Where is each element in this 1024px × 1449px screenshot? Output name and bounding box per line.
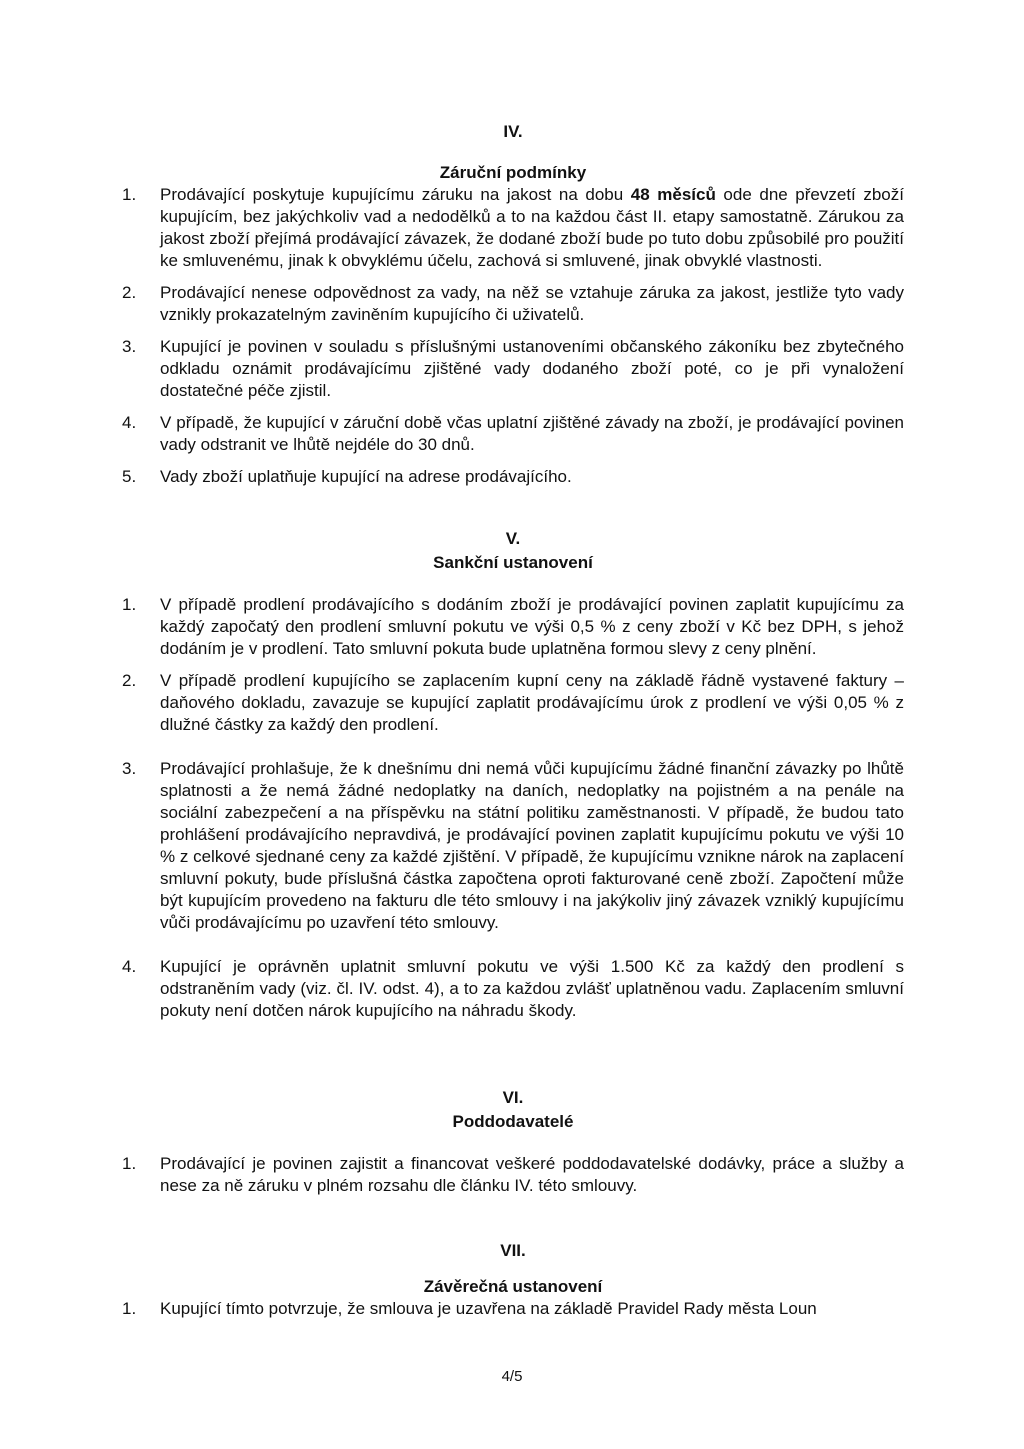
item-text: V případě prodlení prodávajícího s dodáním zboží je prodávající povinen zaplatit kupujícímu za každý započatý den prodlení smluvní pokutu ve výši 0,5 % z ceny zboží v Kč bez DPH, s jehož dodáním je v prodlení. Tato smluvní pokuta bude uplatněna formou slevy z ceny plnění. [160,595,904,658]
item-number: 1. [122,185,137,204]
item-text-part: Prodávající poskytuje kupujícímu záruku na jakost na dobu [160,185,631,204]
list-item [122,282,904,326]
item-text: Prodávající nenese odpovědnost za vady, na něž se vztahuje záruka za jakost, jestliže tyto vady vznikly prokazatelným zaviněním kupujícího či uživatelů. [160,283,904,324]
item-text [160,184,904,272]
section-vii-number: VII. [500,1241,526,1260]
list-item [122,758,904,934]
section-v [122,528,904,1022]
item-text: Kupující je povinen v souladu s příslušnými ustanoveními občanského zákoníku bez zbytečného odkladu oznámit prodávajícímu zjištěné vady dodaného zboží poté, co je při vynaložení dostatečné péče zjistil. [160,337,904,400]
section-iv-number: IV. [503,122,523,141]
item-number: 4. [122,413,137,432]
list-item [122,466,904,488]
list-item [122,336,904,402]
section-vii-list [122,1298,904,1320]
section-vi [122,1087,904,1197]
item-number: 1. [122,1154,137,1173]
item-text-part: ode dne převzetí zboží kupujícím, bez jakýchkoliv vad a nedodělků a to na každou část II. etapy samostatně. Zárukou za jakost zboží přejímá prodávající závazek, že dodané zboží bude po tuto dobu způsobilé pro použití ke smluvenému, jinak k obvyklému účelu, zachová si smluvené, jinak obvyklé vlastnosti. [160,185,904,270]
section-iv-list [122,184,904,488]
list-item [122,412,904,456]
item-text: Kupující tímto potvrzuje, že smlouva je uzavřena na základě Pravidel Rady města Loun [160,1299,817,1318]
section-vii-title: Závěrečná ustanovení [423,1277,603,1296]
section-v-list [122,594,904,1022]
item-number: 4. [122,957,137,976]
warranty-period: 48 měsíců [630,185,716,204]
list-item [122,184,904,272]
section-vii [122,1240,904,1320]
item-text: Prodávající je povinen zajistit a financovat veškeré poddodavatelské dodávky, práce a služby a nese za ně záruku v plném rozsahu dle článku IV. této smlouvy. [160,1154,904,1195]
section-vi-list [122,1153,904,1197]
item-text: Prodávající prohlašuje, že k dnešnímu dni nemá vůči kupujícímu žádné finanční závazky po lhůtě splatnosti a že nemá žádné nedoplatky na daních, nedoplatky na pojistném a na penále na sociální zabezpečení a na příspěvku na státní politiku zaměstnanosti. V případě, že budou tato prohlášení prodávajícího nepravdivá, je prodávající povinen zaplatit kupujícímu pokutu ve výši 10 % z celkové sjednané ceny za každé zjištění. V případě, že kupujícímu vznikne nárok na zaplacení smluvní pokuty, bude příslušná částka započtena oproti fakturované ceně zboží. Započtení může být kupujícím provedeno na fakturu dle této smlouvy i na jakýkoliv jiný závazek vzniklý kupujícímu vůči prodávajícímu po uzavření této smlouvy. [160,759,904,932]
item-text: Kupující je oprávněn uplatnit smluvní pokutu ve výši 1.500 Kč za každý den prodlení s odstraněním vady (viz. čl. IV. odst. 4), a to za každou zvlášť uplatněnou vadu. Zaplacením smluvní pokuty není dotčen nárok kupujícího na náhradu škody. [160,957,904,1020]
list-item [122,1153,904,1197]
list-item [122,594,904,660]
page-number: 4/5 [501,1368,523,1385]
list-item [122,956,904,1022]
item-number: 2. [122,283,137,302]
list-item [122,1298,904,1320]
section-v-number: V. [505,529,521,548]
section-vi-title: Poddodavatelé [452,1112,574,1131]
section-iv-title: Záruční podmínky [439,163,587,182]
item-text: V případě prodlení kupujícího se zaplacením kupní ceny na základě řádně vystavené faktury – daňového dokladu, zavazuje se kupující zaplatit prodávajícímu úrok z prodlení ve výši 0,05 % z dlužné částky za každý den prodlení. [160,671,904,734]
section-v-title: Sankční ustanovení [433,553,593,572]
item-number: 1. [122,595,137,614]
section-iv [122,121,904,488]
item-number: 3. [122,759,137,778]
section-vi-number: VI. [502,1088,524,1107]
item-text: V případě, že kupující v záruční době včas uplatní zjištěné závady na zboží, je prodávající povinen vady odstranit ve lhůtě nejdéle do 30 dnů. [160,413,904,454]
item-number: 3. [122,337,137,356]
item-number: 2. [122,671,137,690]
list-item [122,670,904,736]
item-text: Vady zboží uplatňuje kupující na adrese prodávajícího. [160,467,572,486]
item-number: 1. [122,1299,137,1318]
item-number: 5. [122,467,137,486]
